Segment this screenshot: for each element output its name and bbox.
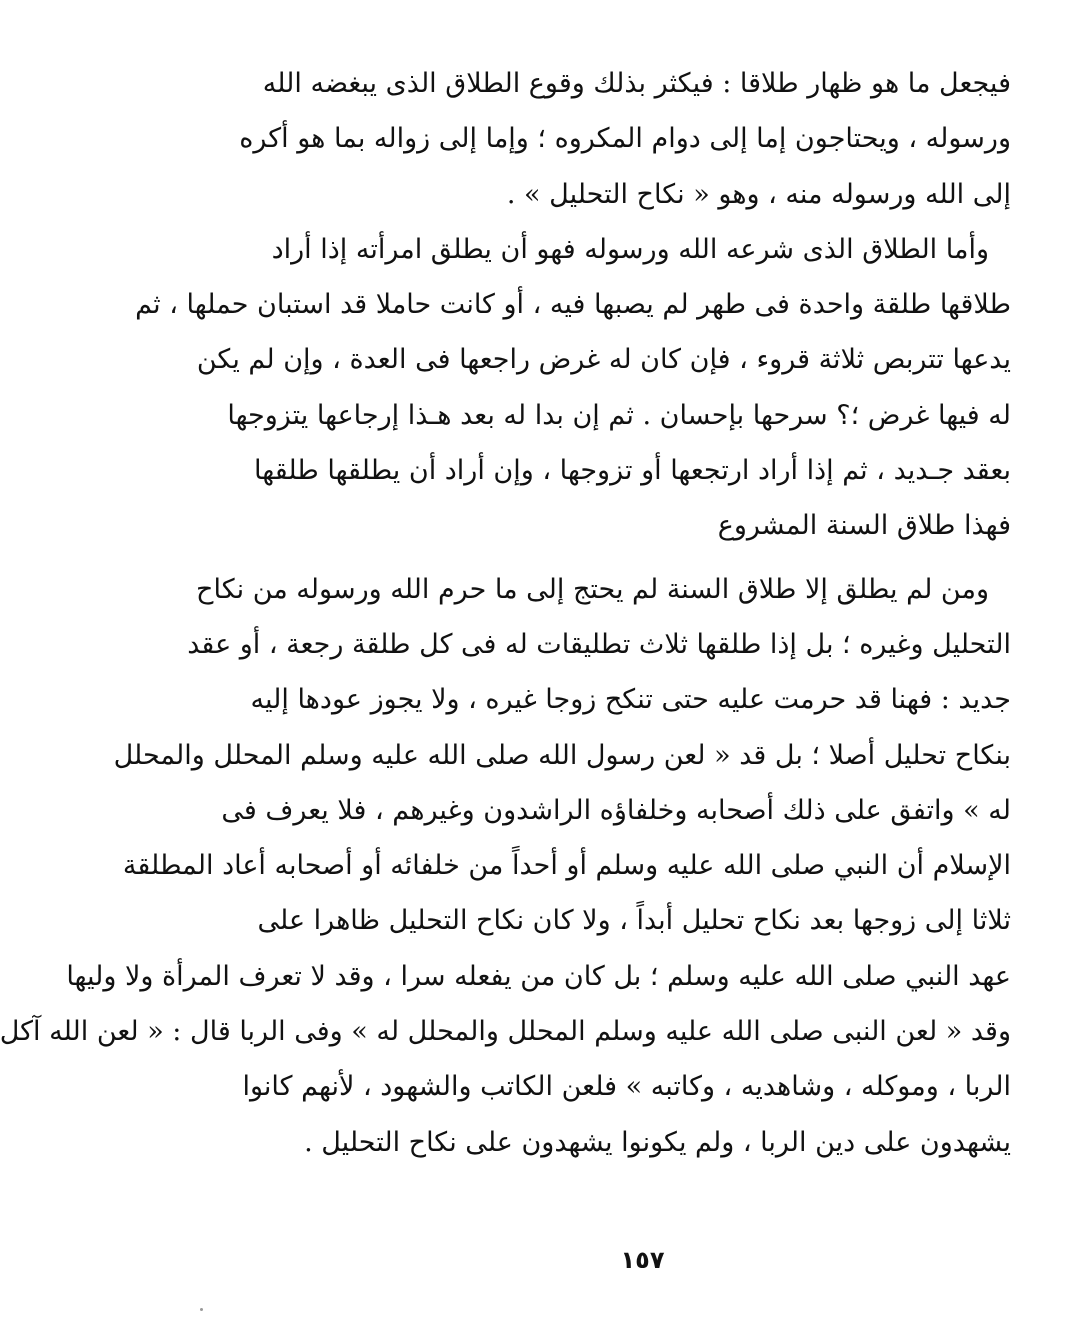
text-line: فهذا طلاق السنة المشروع — [717, 510, 1011, 542]
text-line: جديد : فهنا قد حرمت عليه حتى تنكح زوجا غيره ، ولا يجوز عودها إليه — [250, 684, 1011, 716]
paragraph-1 — [239, 56, 1011, 222]
text-line: ورسوله ، ويحتاجون إما إلى دوام المكروه ؛ وإما إلى زواله بما هو أكره — [239, 123, 1011, 155]
text-line: عهد النبي صلى الله عليه وسلم ؛ بل كان من يفعله سرا ، وقد لا تعرف المرأة ولا وليها — [66, 960, 1011, 992]
text-line: فيجعل ما هو ظهار طلاقا : فيكثر بذلك وقوع الطلاق الذى يبغضه الله — [262, 68, 1011, 99]
body-text — [0, 56, 1011, 1170]
text-line: التحليل وغيره ؛ بل إذا طلقها ثلاث تطليقات له فى كل طلقة رجعة ، أو عقد — [187, 628, 1011, 660]
text-line: له فيها غرض ؛؟ سرحها بإحسان . ثم إن بدا له بعد هـذا إرجاعها يتزوجها — [227, 399, 1011, 431]
text-line: يدعها تتربص ثلاثة قروء ، فإن كان له غرض راجعها فى العدة ، وإن لم يكن — [196, 344, 1011, 376]
text-line: الربا ، وموكله ، وشاهديه ، وكاتبه » فلعن الكاتب والشهود ، لأنهم كانوا — [242, 1071, 1011, 1103]
paragraph-2 — [135, 222, 1011, 554]
paragraph-spacer — [294, 554, 1011, 562]
scan-speck — [200, 1308, 203, 1311]
text-line: ثلاثا إلى زوجها بعد نكاح تحليل أبداً ، ولا كان نكاح التحليل ظاهرا على — [257, 905, 1011, 937]
text-line: إلى الله ورسوله منه ، وهو « نكاح التحليل » . — [506, 178, 1011, 210]
paragraph-3 — [0, 562, 1011, 1170]
text-line: وأما الطلاق الذى شرعه الله ورسوله فهو أن يطلق امرأته إذا أراد — [271, 233, 989, 265]
text-line: له » واتفق على ذلك أصحابه وخلفاؤه الراشدون وغيرهم ، فلا يعرف فى — [221, 794, 1011, 826]
text-line: ومن لم يطلق إلا طلاق السنة لم يحتج إلى ما حرم الله ورسوله من نكاح — [196, 573, 989, 605]
text-line: يشهدون على دين الربا ، ولم يكونوا يشهدون على نكاح التحليل . — [304, 1126, 1011, 1158]
text-line: بعقد جـديد ، ثم إذا أراد ارتجعها أو تزوجها ، وإن أراد أن يطلقها طلقها — [254, 455, 1011, 487]
text-line: بنكاح تحليل أصلا ؛ بل قد « لعن رسول الله صلى الله عليه وسلم المحلل والمحلل — [113, 739, 1011, 771]
page-number: ١٥٧ — [620, 1246, 665, 1274]
text-line: طلاقها طلقة واحدة فى طهر لم يصبها فيه ، أو كانت حاملا قد استبان حملها ، ثم — [135, 289, 1011, 321]
text-line: وقد « لعن النبى صلى الله عليه وسلم المحلل والمحلل له » وفى الربا قال : « لعن الله آكل — [0, 1016, 1011, 1048]
text-line: الإسلام أن النبي صلى الله عليه وسلم أو أحداً من خلفائه أو أصحابه أعاد المطلقة — [122, 850, 1011, 882]
